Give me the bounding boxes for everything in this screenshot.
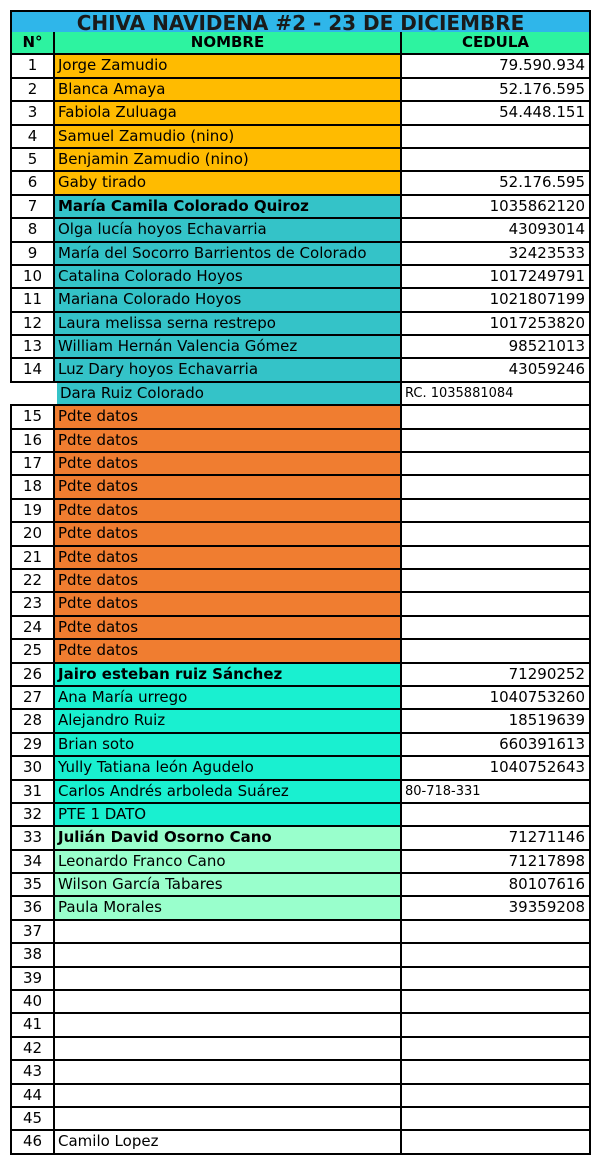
row-number: 8 [10, 219, 55, 242]
row-id [402, 1108, 591, 1131]
row-id [402, 500, 591, 523]
row-number [10, 383, 57, 406]
row-id: 1021807199 [402, 289, 591, 312]
row-id: RC. 1035881084 [402, 383, 591, 406]
row-name: Blanca Amaya [55, 79, 402, 102]
row-number: 26 [10, 664, 55, 687]
row-number: 10 [10, 266, 55, 289]
table-row [10, 1131, 591, 1154]
table-row [10, 79, 591, 102]
row-id [402, 476, 591, 499]
row-number: 14 [10, 359, 55, 382]
row-name: Pdte datos [55, 500, 402, 523]
table-row [10, 336, 591, 359]
row-id: 80107616 [402, 874, 591, 897]
row-number: 12 [10, 313, 55, 336]
row-name: Jairo esteban ruiz Sánchez [55, 664, 402, 687]
row-id [402, 570, 591, 593]
row-name: Pdte datos [55, 406, 402, 429]
row-number: 25 [10, 640, 55, 663]
row-id: 54.448.151 [402, 102, 591, 125]
row-name: Dara Ruiz Colorado [57, 383, 402, 406]
row-id [402, 1061, 591, 1084]
row-name [55, 991, 402, 1014]
row-id: 80-718-331 [402, 781, 591, 804]
row-id [402, 944, 591, 967]
row-number: 1 [10, 55, 55, 78]
table-row [10, 500, 591, 523]
row-name: Alejandro Ruiz [55, 710, 402, 733]
row-name: Julián David Osorno Cano [55, 827, 402, 850]
row-name: Brian soto [55, 734, 402, 757]
row-name: Wilson García Tabares [55, 874, 402, 897]
table-row [10, 266, 591, 289]
row-name: Catalina Colorado Hoyos [55, 266, 402, 289]
row-number: 28 [10, 710, 55, 733]
header-row [10, 32, 591, 55]
row-number: 39 [10, 968, 55, 991]
guest-list-sheet [10, 10, 591, 1155]
row-id [402, 617, 591, 640]
row-number: 29 [10, 734, 55, 757]
sheet-title: CHIVA NAVIDENA #2 - 23 DE DICIEMBRE [10, 10, 591, 32]
row-id: 1040752643 [402, 757, 591, 780]
table-row [10, 547, 591, 570]
row-name: María Camila Colorado Quiroz [55, 196, 402, 219]
table-row [10, 243, 591, 266]
row-id: 32423533 [402, 243, 591, 266]
table-row [10, 430, 591, 453]
row-name: Pdte datos [55, 453, 402, 476]
table-row [10, 55, 591, 78]
row-number: 24 [10, 617, 55, 640]
row-number: 46 [10, 1131, 55, 1154]
table-row [10, 991, 591, 1014]
row-name: Pdte datos [55, 570, 402, 593]
table-row [10, 1014, 591, 1037]
row-number: 27 [10, 687, 55, 710]
table-row [10, 453, 591, 476]
row-id: 98521013 [402, 336, 591, 359]
row-number: 21 [10, 547, 55, 570]
header-name: NOMBRE [55, 32, 402, 55]
table-row [10, 383, 591, 406]
table-row [10, 1061, 591, 1084]
row-id [402, 804, 591, 827]
row-number: 4 [10, 126, 55, 149]
table-row [10, 687, 591, 710]
row-id [402, 593, 591, 616]
row-id [402, 1038, 591, 1061]
header-num: N° [10, 32, 55, 55]
table-row [10, 289, 591, 312]
row-name: Carlos Andrés arboleda Suárez [55, 781, 402, 804]
row-id: 79.590.934 [402, 55, 591, 78]
row-number: 45 [10, 1108, 55, 1131]
row-id [402, 991, 591, 1014]
table-row [10, 851, 591, 874]
table-row [10, 476, 591, 499]
row-id [402, 523, 591, 546]
row-number: 17 [10, 453, 55, 476]
row-name: Gaby tirado [55, 172, 402, 195]
table-row [10, 523, 591, 546]
table-row [10, 102, 591, 125]
table-row [10, 874, 591, 897]
row-name: Laura melissa serna restrepo [55, 313, 402, 336]
row-id: 1040753260 [402, 687, 591, 710]
row-name: Leonardo Franco Cano [55, 851, 402, 874]
table-row [10, 313, 591, 336]
row-name: Ana María urrego [55, 687, 402, 710]
row-name: Pdte datos [55, 430, 402, 453]
row-number: 30 [10, 757, 55, 780]
row-number: 42 [10, 1038, 55, 1061]
row-number: 32 [10, 804, 55, 827]
row-number: 41 [10, 1014, 55, 1037]
row-id: 1035862120 [402, 196, 591, 219]
table-row [10, 126, 591, 149]
table-row [10, 593, 591, 616]
row-id [402, 921, 591, 944]
row-id [402, 1014, 591, 1037]
row-number: 18 [10, 476, 55, 499]
row-id [402, 968, 591, 991]
row-name: William Hernán Valencia Gómez [55, 336, 402, 359]
table-row [10, 968, 591, 991]
table-row [10, 617, 591, 640]
row-name: Pdte datos [55, 617, 402, 640]
row-number: 19 [10, 500, 55, 523]
table-row [10, 897, 591, 920]
table-row [10, 734, 591, 757]
table-row [10, 172, 591, 195]
row-number: 37 [10, 921, 55, 944]
row-id: 71217898 [402, 851, 591, 874]
row-name [55, 1085, 402, 1108]
row-number: 34 [10, 851, 55, 874]
row-id [402, 1131, 591, 1154]
row-id [402, 406, 591, 429]
table-row [10, 757, 591, 780]
row-name [55, 1014, 402, 1037]
row-name [55, 921, 402, 944]
row-number: 36 [10, 897, 55, 920]
row-number: 33 [10, 827, 55, 850]
row-name: Jorge Zamudio [55, 55, 402, 78]
row-number: 7 [10, 196, 55, 219]
row-number: 5 [10, 149, 55, 172]
header-id: CEDULA [402, 32, 591, 55]
table-row [10, 827, 591, 850]
table-row [10, 944, 591, 967]
row-id: 52.176.595 [402, 79, 591, 102]
row-name [55, 1108, 402, 1131]
row-id: 1017249791 [402, 266, 591, 289]
table-row [10, 359, 591, 382]
table-body [10, 55, 591, 1154]
row-name: Pdte datos [55, 593, 402, 616]
row-id: 71271146 [402, 827, 591, 850]
row-name: Mariana Colorado Hoyos [55, 289, 402, 312]
row-number: 44 [10, 1085, 55, 1108]
row-id: 1017253820 [402, 313, 591, 336]
row-id: 39359208 [402, 897, 591, 920]
table-row [10, 1085, 591, 1108]
row-id [402, 453, 591, 476]
row-id: 71290252 [402, 664, 591, 687]
row-id: 52.176.595 [402, 172, 591, 195]
row-id [402, 640, 591, 663]
row-name: Fabiola Zuluaga [55, 102, 402, 125]
row-id: 43093014 [402, 219, 591, 242]
table-row [10, 781, 591, 804]
row-name: María del Socorro Barrientos de Colorado [55, 243, 402, 266]
row-name: Samuel Zamudio (nino) [55, 126, 402, 149]
row-number: 15 [10, 406, 55, 429]
row-number: 22 [10, 570, 55, 593]
table-row [10, 196, 591, 219]
row-number: 38 [10, 944, 55, 967]
row-number: 43 [10, 1061, 55, 1084]
table-row [10, 219, 591, 242]
row-number: 40 [10, 991, 55, 1014]
row-name: Yully Tatiana león Agudelo [55, 757, 402, 780]
row-number: 6 [10, 172, 55, 195]
table-row [10, 406, 591, 429]
table-row [10, 710, 591, 733]
table-row [10, 1108, 591, 1131]
row-number: 16 [10, 430, 55, 453]
row-number: 23 [10, 593, 55, 616]
table-row [10, 149, 591, 172]
row-id [402, 1085, 591, 1108]
table-row [10, 921, 591, 944]
row-id: 43059246 [402, 359, 591, 382]
row-number: 20 [10, 523, 55, 546]
row-id: 660391613 [402, 734, 591, 757]
row-name: PTE 1 DATO [55, 804, 402, 827]
row-name [55, 1038, 402, 1061]
row-name: Pdte datos [55, 547, 402, 570]
row-id [402, 547, 591, 570]
row-id [402, 430, 591, 453]
row-name: Pdte datos [55, 640, 402, 663]
row-id [402, 126, 591, 149]
row-number: 3 [10, 102, 55, 125]
row-id: 18519639 [402, 710, 591, 733]
row-number: 9 [10, 243, 55, 266]
row-name: Pdte datos [55, 476, 402, 499]
row-name [55, 1061, 402, 1084]
row-name: Camilo Lopez [55, 1131, 402, 1154]
row-name: Pdte datos [55, 523, 402, 546]
row-name [55, 944, 402, 967]
table-row [10, 570, 591, 593]
table-row [10, 640, 591, 663]
row-number: 13 [10, 336, 55, 359]
row-name: Olga lucía hoyos Echavarria [55, 219, 402, 242]
row-number: 31 [10, 781, 55, 804]
row-id [402, 149, 591, 172]
row-name: Benjamin Zamudio (nino) [55, 149, 402, 172]
row-number: 2 [10, 79, 55, 102]
table-row [10, 804, 591, 827]
row-name: Paula Morales [55, 897, 402, 920]
table-row [10, 1038, 591, 1061]
table-row [10, 664, 591, 687]
row-number: 35 [10, 874, 55, 897]
row-number: 11 [10, 289, 55, 312]
row-name [55, 968, 402, 991]
row-name: Luz Dary hoyos Echavarria [55, 359, 402, 382]
